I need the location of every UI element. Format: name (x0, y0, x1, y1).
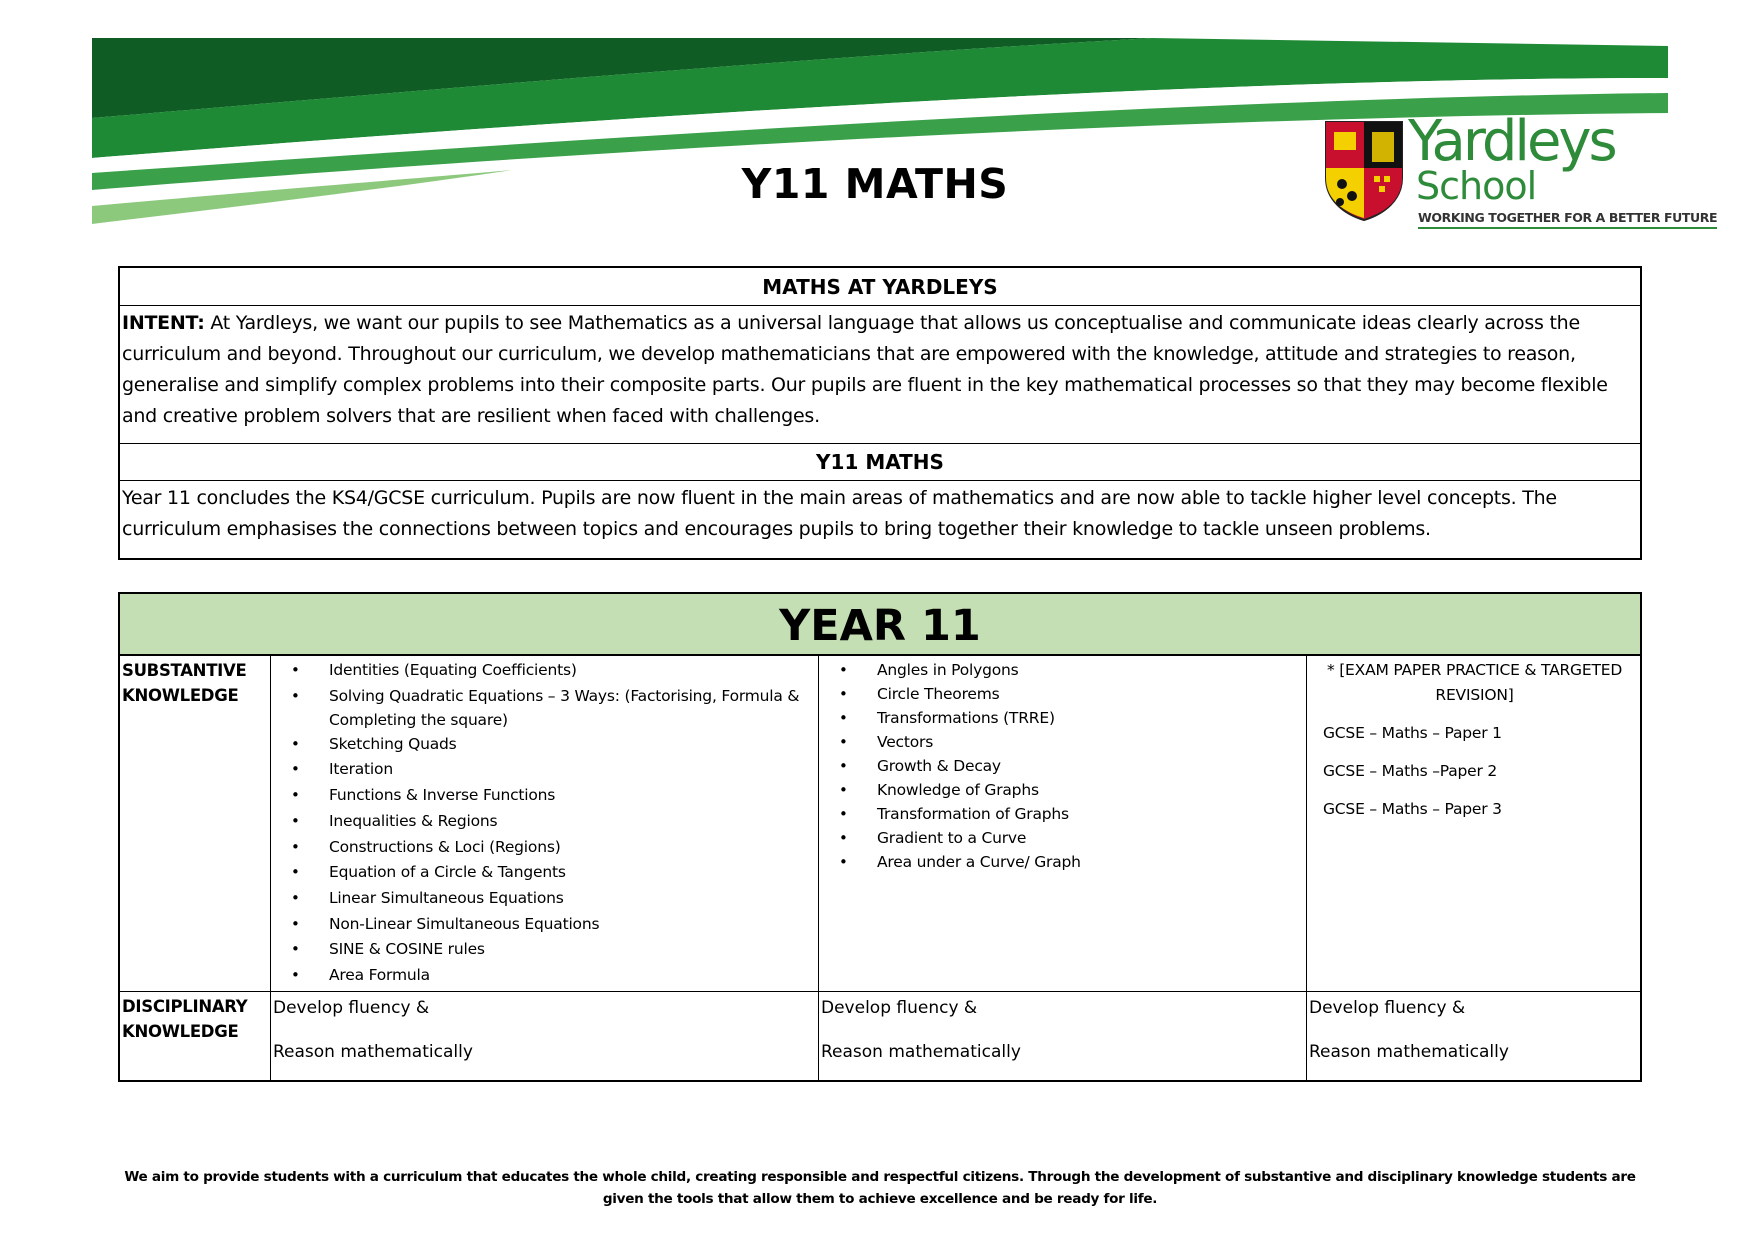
logo-name-line1: Yardleys (1408, 109, 1615, 174)
list-item: • Transformation of Graphs (819, 802, 1306, 826)
exam-paper-3: GCSE – Maths – Paper 3 (1323, 800, 1502, 818)
disciplinary-line1: Develop fluency & (821, 998, 978, 1018)
y11-subheading: Y11 MATHS (120, 443, 1640, 481)
list-item: • Area under a Curve/ Graph (819, 850, 1306, 874)
intent-box (118, 266, 1642, 560)
term1-topic-list (271, 656, 818, 989)
disciplinary-label: DISCIPLINARY KNOWLEDGE (122, 997, 248, 1041)
intent-heading: MATHS AT YARDLEYS (120, 268, 1640, 306)
page-title: Y11 MATHS (741, 160, 1009, 208)
disciplinary-line2: Reason mathematically (273, 1042, 473, 1062)
y11-summary: Year 11 concludes the KS4/GCSE curriculum. Pupils are now fluent in the main areas of mathematics and are now able to tackle higher level concepts. The curriculum emphasises the connections between topics and encourages pupils to bring together their knowledge to tackle unseen problems. (122, 487, 1557, 540)
year-heading: YEAR 11 (120, 594, 1640, 656)
intent-paragraph (120, 306, 1640, 443)
list-item: • Non-Linear Simultaneous Equations (271, 912, 818, 938)
term3-disciplinary-cell (1306, 992, 1642, 1080)
exam-paper-2: GCSE – Maths –Paper 2 (1323, 762, 1498, 780)
substantive-label: SUBSTANTIVE KNOWLEDGE (122, 661, 247, 705)
exam-practice-note: * [EXAM PAPER PRACTICE & TARGETED REVISION] (1326, 661, 1623, 704)
list-item: • Inequalities & Regions (271, 809, 818, 835)
term2-disciplinary-cell (818, 992, 1306, 1080)
disciplinary-row (120, 992, 1640, 1080)
disciplinary-line1: Develop fluency & (273, 998, 430, 1018)
year-11-table (118, 592, 1642, 1082)
list-item: • Gradient to a Curve (819, 826, 1306, 850)
logo-tagline: WORKING TOGETHER FOR A BETTER FUTURE (1418, 210, 1717, 229)
list-item: • Transformations (TRRE) (819, 706, 1306, 730)
school-crest-icon (1322, 118, 1406, 224)
list-item: • Linear Simultaneous Equations (271, 886, 818, 912)
list-item: • Vectors (819, 730, 1306, 754)
school-logo (1322, 109, 1718, 236)
intent-label: INTENT: (122, 312, 205, 334)
intent-text: At Yardleys, we want our pupils to see Mathematics as a universal language that allows us conceptualise and communicate ideas clearly across the curriculum and beyond. Throughout our curriculum, we develop mathematicians that are empowered with the knowledge, attitude and strategies to reason, generalise and simplify complex problems into their composite parts. Our pupils are fluent in the key mathematical processes so that they may become flexible and creative problem solvers that are resilient when faced with challenges. (122, 312, 1608, 427)
disciplinary-line2: Reason mathematically (821, 1042, 1021, 1062)
list-item: • Equation of a Circle & Tangents (271, 860, 818, 886)
logo-name-line2: School (1416, 164, 1537, 208)
term2-topic-list (819, 656, 1306, 874)
list-item: • Angles in Polygons (819, 658, 1306, 682)
disciplinary-line2: Reason mathematically (1309, 1042, 1509, 1062)
list-item: • SINE & COSINE rules (271, 937, 818, 963)
term3-cell (1306, 656, 1642, 991)
substantive-row (120, 656, 1640, 992)
footer-statement: We aim to provide students with a curriculum that educates the whole child, creating responsible and respectful citizens. Through the development of substantive and disciplinary knowledge students are given the tools that allow them to achieve excellence and be ready for life. (124, 1169, 1636, 1207)
list-item: • Functions & Inverse Functions (271, 783, 818, 809)
list-item: • Sketching Quads (271, 732, 818, 758)
list-item: • Knowledge of Graphs (819, 778, 1306, 802)
term1-cell (270, 656, 818, 991)
term2-cell (818, 656, 1306, 991)
list-item: • Circle Theorems (819, 682, 1306, 706)
list-item: • Constructions & Loci (Regions) (271, 835, 818, 861)
list-item: • Growth & Decay (819, 754, 1306, 778)
list-item: • Iteration (271, 757, 818, 783)
disciplinary-line1: Develop fluency & (1309, 998, 1466, 1018)
list-item: • Solving Quadratic Equations – 3 Ways: (Factorising, Formula & Completing the square) (271, 684, 818, 732)
term1-disciplinary-cell (270, 992, 818, 1080)
list-item: • Identities (Equating Coefficients) (271, 658, 818, 684)
list-item: • Area Formula (271, 963, 818, 989)
exam-paper-1: GCSE – Maths – Paper 1 (1323, 724, 1502, 742)
